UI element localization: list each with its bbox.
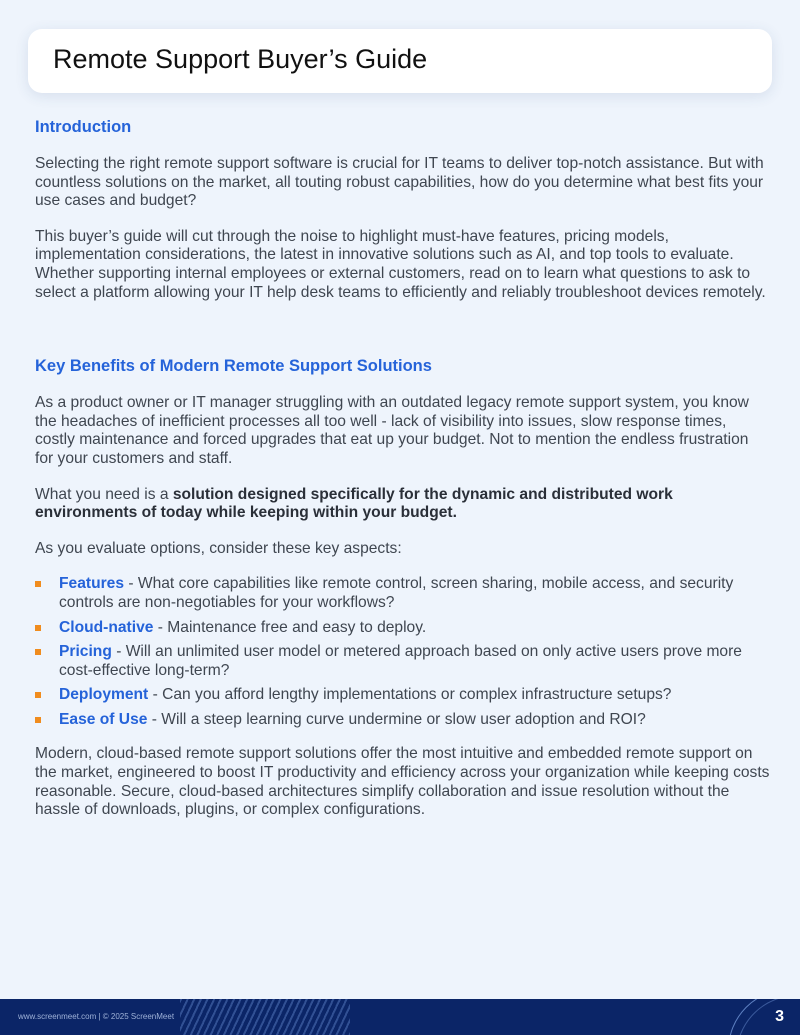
intro-heading: Introduction (35, 118, 132, 136)
footer-stripes-decoration (180, 999, 350, 1035)
aspect-term: Pricing (59, 643, 112, 661)
list-item (35, 711, 770, 730)
title-card (28, 29, 772, 93)
benefits-paragraph-2-lead: What you need is a (35, 485, 173, 503)
footer-text: www.screenmeet.com | © 2025 ScreenMeet (18, 1012, 175, 1021)
benefits-paragraph-3: As you evaluate options, consider these key aspects: (35, 539, 402, 557)
bullet-square-icon (35, 625, 41, 631)
bullet-square-icon (35, 692, 41, 698)
intro-paragraph-1: Selecting the right remote support software is crucial for IT teams to deliver top-notch assistance. But with countless solutions on the market, all touting robust capabilities, how do you determine what best fits your use cases and budget? (35, 155, 764, 210)
aspects-list (35, 575, 770, 729)
list-item (35, 575, 770, 612)
benefits-paragraph-2-bold: solution designed specifically for the dynamic and distributed work environments of today while keeping within your budget. (35, 485, 673, 522)
benefits-heading: Key Benefits of Modern Remote Support Solutions (35, 357, 432, 376)
benefits-paragraph-2 (35, 486, 770, 523)
benefits-paragraph-4: Modern, cloud-based remote support solutions offer the most intuitive and embedded remote support on the market, engineered to boost IT productivity and efficiency across your organization while keeping costs reasonable. Secure, cloud-based architectures simplify collaboration and issue resolution without the hassle of downloads, plugins, or complex configurations. (35, 745, 770, 819)
aspect-desc: - Can you afford lengthy implementations or complex infrastructure setups? (148, 686, 672, 704)
list-item (35, 643, 770, 680)
page-title: Remote Support Buyer’s Guide (53, 44, 428, 74)
page-number: 3 (775, 1008, 784, 1025)
aspect-term: Features (59, 575, 125, 593)
aspect-desc: - Maintenance free and easy to deploy. (153, 618, 427, 636)
bullet-square-icon (35, 581, 41, 587)
aspect-desc: - What core capabilities like remote control, screen sharing, mobile access, and security controls are non-negotiables for your workflows? (59, 575, 734, 611)
bullet-square-icon (35, 649, 41, 655)
bullet-square-icon (35, 717, 41, 723)
page-footer (0, 999, 800, 1035)
document-body (35, 118, 770, 820)
list-item (35, 619, 770, 638)
benefits-paragraph-1: As a product owner or IT manager struggling with an outdated legacy remote support system, you know the headaches of inefficient processes all too well - lack of visibility into issues, slow response times, costly maintenance and forced upgrades that eat up your budget. Not to mention the endless frustration for your customers and staff. (35, 394, 749, 467)
aspect-desc: - Will a steep learning curve undermine or slow user adoption and ROI? (147, 710, 646, 728)
aspect-term: Cloud-native (59, 618, 154, 636)
aspect-desc: - Will an unlimited user model or metered approach based on only active users prove more cost-effective long-term? (59, 643, 742, 679)
aspect-term: Ease of Use (59, 710, 148, 728)
aspect-term: Deployment (59, 686, 149, 704)
list-item (35, 686, 770, 705)
intro-paragraph-2: This buyer’s guide will cut through the noise to highlight must-have features, pricing models, implementation considerations, the latest in innovative solutions such as AI, and top tools to evaluate. Whether supporting internal employees or external customers, read on to learn what questions to ask to select a platform allowing your IT help desk teams to efficiently and reliably troubleshoot devices remotely. (35, 227, 766, 301)
